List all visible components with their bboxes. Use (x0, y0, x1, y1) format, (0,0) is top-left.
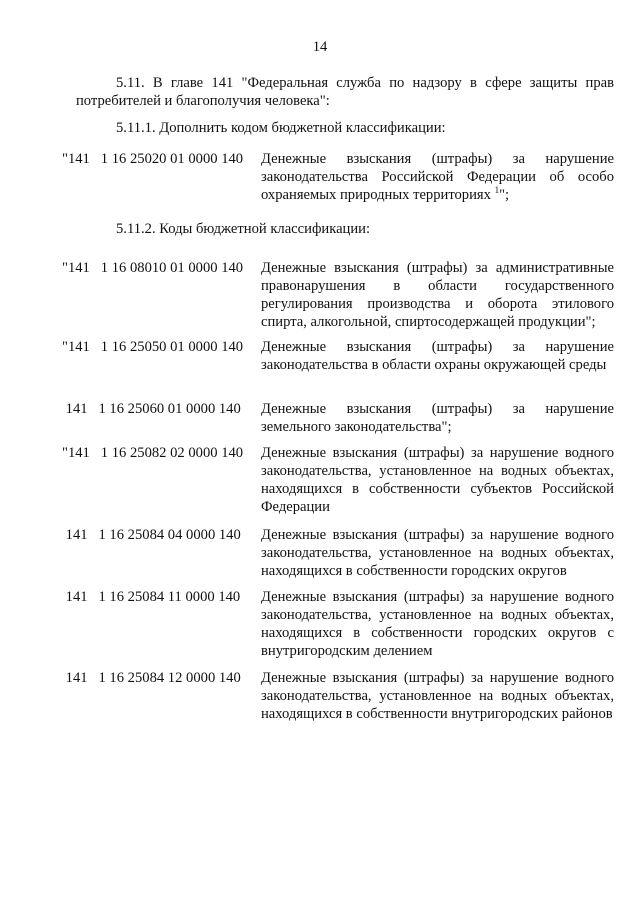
section-5-11-paragraph: 5.11. В главе 141 "Федеральная служба по надзору в сфере защиты прав потребителей и благополучия человека": (76, 75, 614, 109)
budget-code-description (261, 150, 614, 204)
subsection-5-11-1: 5.11.1. Дополнить кодом бюджетной классификации: (116, 120, 446, 136)
budget-code: 141 1 16 25060 01 0000 140 (62, 401, 241, 417)
page-number: 14 (312, 39, 328, 55)
budget-code-description: Денежные взыскания (штрафы) за нарушение водного законодательства, установленное на водных объектах, находящихся в собственности внутригородских районов (261, 670, 614, 722)
budget-code-description: Денежные взыскания (штрафы) за нарушение водного законодательства, установленное на водных объектах, находящихся в собственности городских округов с внутригородским делением (261, 589, 614, 659)
budget-code: "141 1 16 25050 01 0000 140 (62, 339, 244, 355)
budget-code-description: Денежные взыскания (штрафы) за нарушение законодательства в области охраны окружающей среды (261, 339, 614, 373)
closing-quote: "; (499, 187, 510, 203)
budget-code-description: Денежные взыскания (штрафы) за нарушение водного законодательства, установленное на водных объектах, находящихся в собственности субъектов Российской Федерации (261, 445, 614, 515)
budget-code-description: Денежные взыскания (штрафы) за нарушение водного законодательства, установленное на водных объектах, находящихся в собственности городских округов (261, 527, 614, 579)
budget-code: 141 1 16 25084 11 0000 140 (62, 589, 241, 605)
budget-code: "141 1 16 08010 01 0000 140 (62, 260, 244, 276)
budget-code-description: Денежные взыскания (штрафы) за нарушение земельного законодательства"; (261, 401, 614, 435)
budget-code: "141 1 16 25020 01 0000 140 (62, 151, 244, 167)
footnote-mark: 1 (494, 185, 500, 195)
subsection-5-11-2: 5.11.2. Коды бюджетной классификации: (116, 221, 371, 237)
budget-code: "141 1 16 25082 02 0000 140 (62, 445, 244, 461)
description-text: Денежные взыскания (штрафы) за нарушение законодательства Российской Федерации об особо охраняемых природных территориях (261, 151, 614, 203)
budget-code: 141 1 16 25084 04 0000 140 (62, 527, 241, 543)
budget-code: 141 1 16 25084 12 0000 140 (62, 670, 241, 686)
budget-code-description: Денежные взыскания (штрафы) за административные правонарушения в области государственного регулирования производства и оборота этилового спирта, алкогольной, спиртосодержащей продукции"; (261, 260, 614, 330)
